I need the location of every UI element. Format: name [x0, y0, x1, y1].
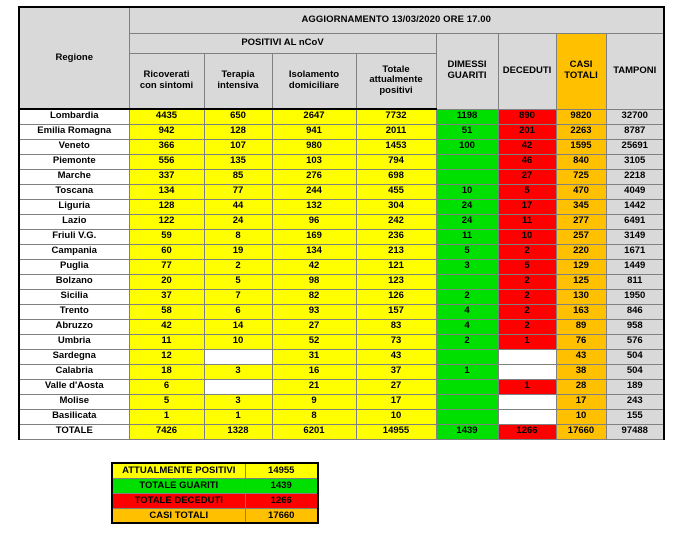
- cell-isolamento: 82: [272, 289, 356, 304]
- cell-totale-positivi: 43: [356, 349, 436, 364]
- summary-label: TOTALE DECEDUTI: [112, 493, 245, 508]
- table-header: [19, 7, 664, 109]
- cell-dimessi-guariti: 5: [436, 244, 498, 259]
- cell-dimessi-guariti: 1198: [436, 109, 498, 124]
- cell-deceduti: 10: [498, 229, 556, 244]
- cell-tamponi: 25691: [606, 139, 664, 154]
- cell-casi-totali: 345: [556, 199, 606, 214]
- table-row: [19, 349, 664, 364]
- table-body: [19, 109, 664, 439]
- cell-tamponi: 1950: [606, 289, 664, 304]
- table-row: [19, 154, 664, 169]
- cell-regione: Puglia: [19, 259, 129, 274]
- cell-casi-totali: 38: [556, 364, 606, 379]
- table-row-total: [19, 424, 664, 439]
- cell-totale-positivi: 213: [356, 244, 436, 259]
- cell-isolamento: 276: [272, 169, 356, 184]
- cell-ricoverati: 37: [129, 289, 204, 304]
- cell-ricoverati: 134: [129, 184, 204, 199]
- cell-isolamento: 941: [272, 124, 356, 139]
- cell-tamponi: 2218: [606, 169, 664, 184]
- header-terapia-line2: intensiva: [217, 79, 259, 91]
- cell-totale-positivi: 17: [356, 394, 436, 409]
- cell-regione: Molise: [19, 394, 129, 409]
- cell-tamponi: 576: [606, 334, 664, 349]
- cell-deceduti: [498, 409, 556, 424]
- cell-tamponi: 97488: [606, 424, 664, 439]
- cell-dimessi-guariti: [436, 274, 498, 289]
- header-totale-line3: positivi: [379, 85, 413, 97]
- cell-dimessi-guariti: 11: [436, 229, 498, 244]
- cell-ricoverati: 366: [129, 139, 204, 154]
- cell-tamponi: 958: [606, 319, 664, 334]
- cell-regione: Valle d'Aosta: [19, 379, 129, 394]
- header-dimessi-line2: GUARITI: [447, 70, 487, 81]
- cell-regione: Sardegna: [19, 349, 129, 364]
- cell-ricoverati: 58: [129, 304, 204, 319]
- cell-isolamento: 93: [272, 304, 356, 319]
- cell-terapia-intensiva: 5: [204, 274, 272, 289]
- cell-casi-totali: 17660: [556, 424, 606, 439]
- cell-regione: TOTALE: [19, 424, 129, 439]
- cell-isolamento: 52: [272, 334, 356, 349]
- cell-tamponi: 189: [606, 379, 664, 394]
- cell-ricoverati: 12: [129, 349, 204, 364]
- summary-label: TOTALE GUARITI: [112, 478, 245, 493]
- cell-ricoverati: 942: [129, 124, 204, 139]
- cell-terapia-intensiva: 14: [204, 319, 272, 334]
- cell-deceduti: [498, 364, 556, 379]
- cell-tamponi: 1449: [606, 259, 664, 274]
- cell-totale-positivi: 304: [356, 199, 436, 214]
- table-row: [19, 169, 664, 184]
- header-isolamento-line2: domiciliare: [288, 79, 340, 91]
- cell-casi-totali: 130: [556, 289, 606, 304]
- header-casi-totali: [556, 33, 606, 109]
- header-title-row: [19, 7, 664, 33]
- cell-regione: Emilia Romagna: [19, 124, 129, 139]
- cell-regione: Veneto: [19, 139, 129, 154]
- table-row: [19, 244, 664, 259]
- cell-totale-positivi: 27: [356, 379, 436, 394]
- header-isolamento-line1: Isolamento: [288, 69, 340, 81]
- cell-terapia-intensiva: 3: [204, 364, 272, 379]
- cell-dimessi-guariti: 24: [436, 214, 498, 229]
- cell-tamponi: 1442: [606, 199, 664, 214]
- cell-totale-positivi: 126: [356, 289, 436, 304]
- cell-terapia-intensiva: [204, 379, 272, 394]
- cell-deceduti: 46: [498, 154, 556, 169]
- cell-casi-totali: 1595: [556, 139, 606, 154]
- cell-regione: Lombardia: [19, 109, 129, 124]
- header-casi-line1: CASI: [569, 59, 593, 71]
- cell-ricoverati: 20: [129, 274, 204, 289]
- cell-isolamento: 16: [272, 364, 356, 379]
- header-dimessi-line1: DIMESSI: [447, 59, 487, 71]
- cell-totale-positivi: 455: [356, 184, 436, 199]
- cell-dimessi-guariti: 2: [436, 334, 498, 349]
- cell-terapia-intensiva: [204, 349, 272, 364]
- summary-value: 17660: [245, 508, 318, 523]
- cell-ricoverati: 1: [129, 409, 204, 424]
- cell-dimessi-guariti: [436, 154, 498, 169]
- header-totale-line2: attualmente: [369, 74, 423, 86]
- cell-dimessi-guariti: [436, 379, 498, 394]
- cell-dimessi-guariti: [436, 394, 498, 409]
- cell-regione: Lazio: [19, 214, 129, 229]
- cell-dimessi-guariti: 3: [436, 259, 498, 274]
- cell-tamponi: 8787: [606, 124, 664, 139]
- cell-isolamento: 2647: [272, 109, 356, 124]
- cell-casi-totali: 129: [556, 259, 606, 274]
- cell-casi-totali: 89: [556, 319, 606, 334]
- cell-terapia-intensiva: 8: [204, 229, 272, 244]
- cell-tamponi: 504: [606, 349, 664, 364]
- cell-deceduti: 2: [498, 304, 556, 319]
- cell-tamponi: 811: [606, 274, 664, 289]
- cell-deceduti: 42: [498, 139, 556, 154]
- cell-isolamento: 244: [272, 184, 356, 199]
- header-casi-line2: TOTALI: [564, 70, 598, 81]
- cell-casi-totali: 28: [556, 379, 606, 394]
- cell-isolamento: 169: [272, 229, 356, 244]
- cell-isolamento: 134: [272, 244, 356, 259]
- cell-totale-positivi: 236: [356, 229, 436, 244]
- cell-isolamento: 98: [272, 274, 356, 289]
- summary-value: 1439: [245, 478, 318, 493]
- table-row: [19, 394, 664, 409]
- cell-totale-positivi: 83: [356, 319, 436, 334]
- table-row: [19, 379, 664, 394]
- table-row: [19, 304, 664, 319]
- table-row: [19, 184, 664, 199]
- cell-tamponi: 243: [606, 394, 664, 409]
- cell-terapia-intensiva: 19: [204, 244, 272, 259]
- table-row: [19, 214, 664, 229]
- cell-deceduti: 201: [498, 124, 556, 139]
- cell-ricoverati: 5: [129, 394, 204, 409]
- cell-casi-totali: 257: [556, 229, 606, 244]
- cell-dimessi-guariti: 1439: [436, 424, 498, 439]
- cell-ricoverati: 18: [129, 364, 204, 379]
- table-row: [19, 229, 664, 244]
- cell-tamponi: 3105: [606, 154, 664, 169]
- cell-terapia-intensiva: 24: [204, 214, 272, 229]
- cell-dimessi-guariti: 4: [436, 304, 498, 319]
- cell-terapia-intensiva: 3: [204, 394, 272, 409]
- cell-terapia-intensiva: 77: [204, 184, 272, 199]
- cell-totale-positivi: 121: [356, 259, 436, 274]
- cell-dimessi-guariti: 4: [436, 319, 498, 334]
- cell-casi-totali: 277: [556, 214, 606, 229]
- summary-row: [112, 463, 318, 478]
- cell-deceduti: 11: [498, 214, 556, 229]
- cell-terapia-intensiva: 128: [204, 124, 272, 139]
- cell-regione: Liguria: [19, 199, 129, 214]
- cell-dimessi-guariti: 100: [436, 139, 498, 154]
- summary-row: [112, 478, 318, 493]
- cell-ricoverati: 59: [129, 229, 204, 244]
- cell-ricoverati: 4435: [129, 109, 204, 124]
- cell-deceduti: 27: [498, 169, 556, 184]
- cell-totale-positivi: 2011: [356, 124, 436, 139]
- cell-ricoverati: 77: [129, 259, 204, 274]
- summary-row: [112, 493, 318, 508]
- header-isolamento-domiciliare: [272, 53, 356, 109]
- cell-dimessi-guariti: 51: [436, 124, 498, 139]
- cell-isolamento: 980: [272, 139, 356, 154]
- cell-deceduti: 890: [498, 109, 556, 124]
- cell-ricoverati: 122: [129, 214, 204, 229]
- cell-regione: Toscana: [19, 184, 129, 199]
- cell-isolamento: 27: [272, 319, 356, 334]
- table-row: [19, 319, 664, 334]
- cell-regione: Campania: [19, 244, 129, 259]
- cell-casi-totali: 10: [556, 409, 606, 424]
- header-tamponi: TAMPONI: [606, 33, 664, 109]
- cell-regione: Abruzzo: [19, 319, 129, 334]
- cell-deceduti: 5: [498, 259, 556, 274]
- cell-terapia-intensiva: 10: [204, 334, 272, 349]
- header-terapia-line1: Terapia: [221, 69, 255, 81]
- cell-terapia-intensiva: 44: [204, 199, 272, 214]
- cell-deceduti: 2: [498, 289, 556, 304]
- cell-dimessi-guariti: [436, 169, 498, 184]
- cell-dimessi-guariti: [436, 349, 498, 364]
- cell-casi-totali: 76: [556, 334, 606, 349]
- cell-regione: Trento: [19, 304, 129, 319]
- page-title: AGGIORNAMENTO 13/03/2020 ORE 17.00: [129, 7, 664, 33]
- cell-tamponi: 846: [606, 304, 664, 319]
- cell-tamponi: 6491: [606, 214, 664, 229]
- cell-ricoverati: 42: [129, 319, 204, 334]
- cell-terapia-intensiva: 107: [204, 139, 272, 154]
- cell-casi-totali: 840: [556, 154, 606, 169]
- cell-dimessi-guariti: 2: [436, 289, 498, 304]
- cell-tamponi: 3149: [606, 229, 664, 244]
- summary-row: [112, 508, 318, 523]
- cell-casi-totali: 125: [556, 274, 606, 289]
- cell-tamponi: 1671: [606, 244, 664, 259]
- table-row: [19, 139, 664, 154]
- cell-terapia-intensiva: 1328: [204, 424, 272, 439]
- cell-ricoverati: 60: [129, 244, 204, 259]
- cell-isolamento: 21: [272, 379, 356, 394]
- cell-casi-totali: 2263: [556, 124, 606, 139]
- cell-casi-totali: 470: [556, 184, 606, 199]
- header-group-positivi: POSITIVI AL nCoV: [129, 33, 436, 53]
- header-dimessi-guariti: [436, 33, 498, 109]
- cell-terapia-intensiva: 6: [204, 304, 272, 319]
- cell-deceduti: 1266: [498, 424, 556, 439]
- table-row: [19, 334, 664, 349]
- cell-totale-positivi: 698: [356, 169, 436, 184]
- covid-regional-table: [18, 6, 665, 440]
- cell-casi-totali: 43: [556, 349, 606, 364]
- cell-terapia-intensiva: 135: [204, 154, 272, 169]
- cell-totale-positivi: 1453: [356, 139, 436, 154]
- cell-casi-totali: 220: [556, 244, 606, 259]
- cell-regione: Friuli V.G.: [19, 229, 129, 244]
- cell-totale-positivi: 242: [356, 214, 436, 229]
- cell-totale-positivi: 37: [356, 364, 436, 379]
- summary-label: CASI TOTALI: [112, 508, 245, 523]
- cell-tamponi: 155: [606, 409, 664, 424]
- header-ricoverati-line1: Ricoverati: [143, 69, 190, 81]
- cell-isolamento: 6201: [272, 424, 356, 439]
- cell-terapia-intensiva: 2: [204, 259, 272, 274]
- cell-totale-positivi: 157: [356, 304, 436, 319]
- cell-dimessi-guariti: [436, 409, 498, 424]
- header-deceduti: DECEDUTI: [498, 33, 556, 109]
- cell-ricoverati: 11: [129, 334, 204, 349]
- cell-deceduti: 5: [498, 184, 556, 199]
- header-regione: Regione: [19, 7, 129, 109]
- cell-terapia-intensiva: 7: [204, 289, 272, 304]
- cell-deceduti: 2: [498, 244, 556, 259]
- header-ricoverati-line2: con sintomi: [139, 79, 194, 91]
- summary-body: [112, 463, 318, 523]
- cell-ricoverati: 556: [129, 154, 204, 169]
- cell-isolamento: 96: [272, 214, 356, 229]
- cell-totale-positivi: 794: [356, 154, 436, 169]
- header-totale-attualmente-positivi: [356, 53, 436, 109]
- cell-regione: Bolzano: [19, 274, 129, 289]
- cell-totale-positivi: 73: [356, 334, 436, 349]
- cell-totale-positivi: 10: [356, 409, 436, 424]
- cell-isolamento: 132: [272, 199, 356, 214]
- cell-dimessi-guariti: 10: [436, 184, 498, 199]
- cell-tamponi: 4049: [606, 184, 664, 199]
- cell-deceduti: 1: [498, 334, 556, 349]
- table-row: [19, 109, 664, 124]
- cell-regione: Basilicata: [19, 409, 129, 424]
- table-row: [19, 124, 664, 139]
- summary-box: [111, 462, 319, 524]
- cell-terapia-intensiva: 85: [204, 169, 272, 184]
- cell-regione: Marche: [19, 169, 129, 184]
- cell-casi-totali: 9820: [556, 109, 606, 124]
- cell-dimessi-guariti: 1: [436, 364, 498, 379]
- cell-deceduti: [498, 394, 556, 409]
- header-totale-line1: Totale: [382, 63, 410, 75]
- cell-deceduti: 2: [498, 274, 556, 289]
- cell-dimessi-guariti: 24: [436, 199, 498, 214]
- cell-isolamento: 9: [272, 394, 356, 409]
- cell-regione: Piemonte: [19, 154, 129, 169]
- cell-terapia-intensiva: 650: [204, 109, 272, 124]
- summary-value: 14955: [245, 463, 318, 478]
- cell-regione: Sicilia: [19, 289, 129, 304]
- summary-value: 1266: [245, 493, 318, 508]
- table-row: [19, 259, 664, 274]
- cell-ricoverati: 337: [129, 169, 204, 184]
- cell-casi-totali: 163: [556, 304, 606, 319]
- header-ricoverati: [129, 53, 204, 109]
- table-row: [19, 289, 664, 304]
- cell-tamponi: 32700: [606, 109, 664, 124]
- cell-regione: Umbria: [19, 334, 129, 349]
- cell-deceduti: 2: [498, 319, 556, 334]
- table-row: [19, 364, 664, 379]
- cell-isolamento: 8: [272, 409, 356, 424]
- cell-ricoverati: 6: [129, 379, 204, 394]
- cell-regione: Calabria: [19, 364, 129, 379]
- cell-tamponi: 504: [606, 364, 664, 379]
- cell-casi-totali: 725: [556, 169, 606, 184]
- cell-totale-positivi: 7732: [356, 109, 436, 124]
- cell-totale-positivi: 14955: [356, 424, 436, 439]
- table-row: [19, 199, 664, 214]
- cell-isolamento: 31: [272, 349, 356, 364]
- cell-isolamento: 42: [272, 259, 356, 274]
- cell-ricoverati: 7426: [129, 424, 204, 439]
- table-row: [19, 409, 664, 424]
- cell-totale-positivi: 123: [356, 274, 436, 289]
- summary-label: ATTUALMENTE POSITIVI: [112, 463, 245, 478]
- header-terapia-intensiva: [204, 53, 272, 109]
- table-row: [19, 274, 664, 289]
- cell-ricoverati: 128: [129, 199, 204, 214]
- cell-deceduti: 1: [498, 379, 556, 394]
- cell-isolamento: 103: [272, 154, 356, 169]
- cell-casi-totali: 17: [556, 394, 606, 409]
- cell-deceduti: 17: [498, 199, 556, 214]
- cell-deceduti: [498, 349, 556, 364]
- cell-terapia-intensiva: 1: [204, 409, 272, 424]
